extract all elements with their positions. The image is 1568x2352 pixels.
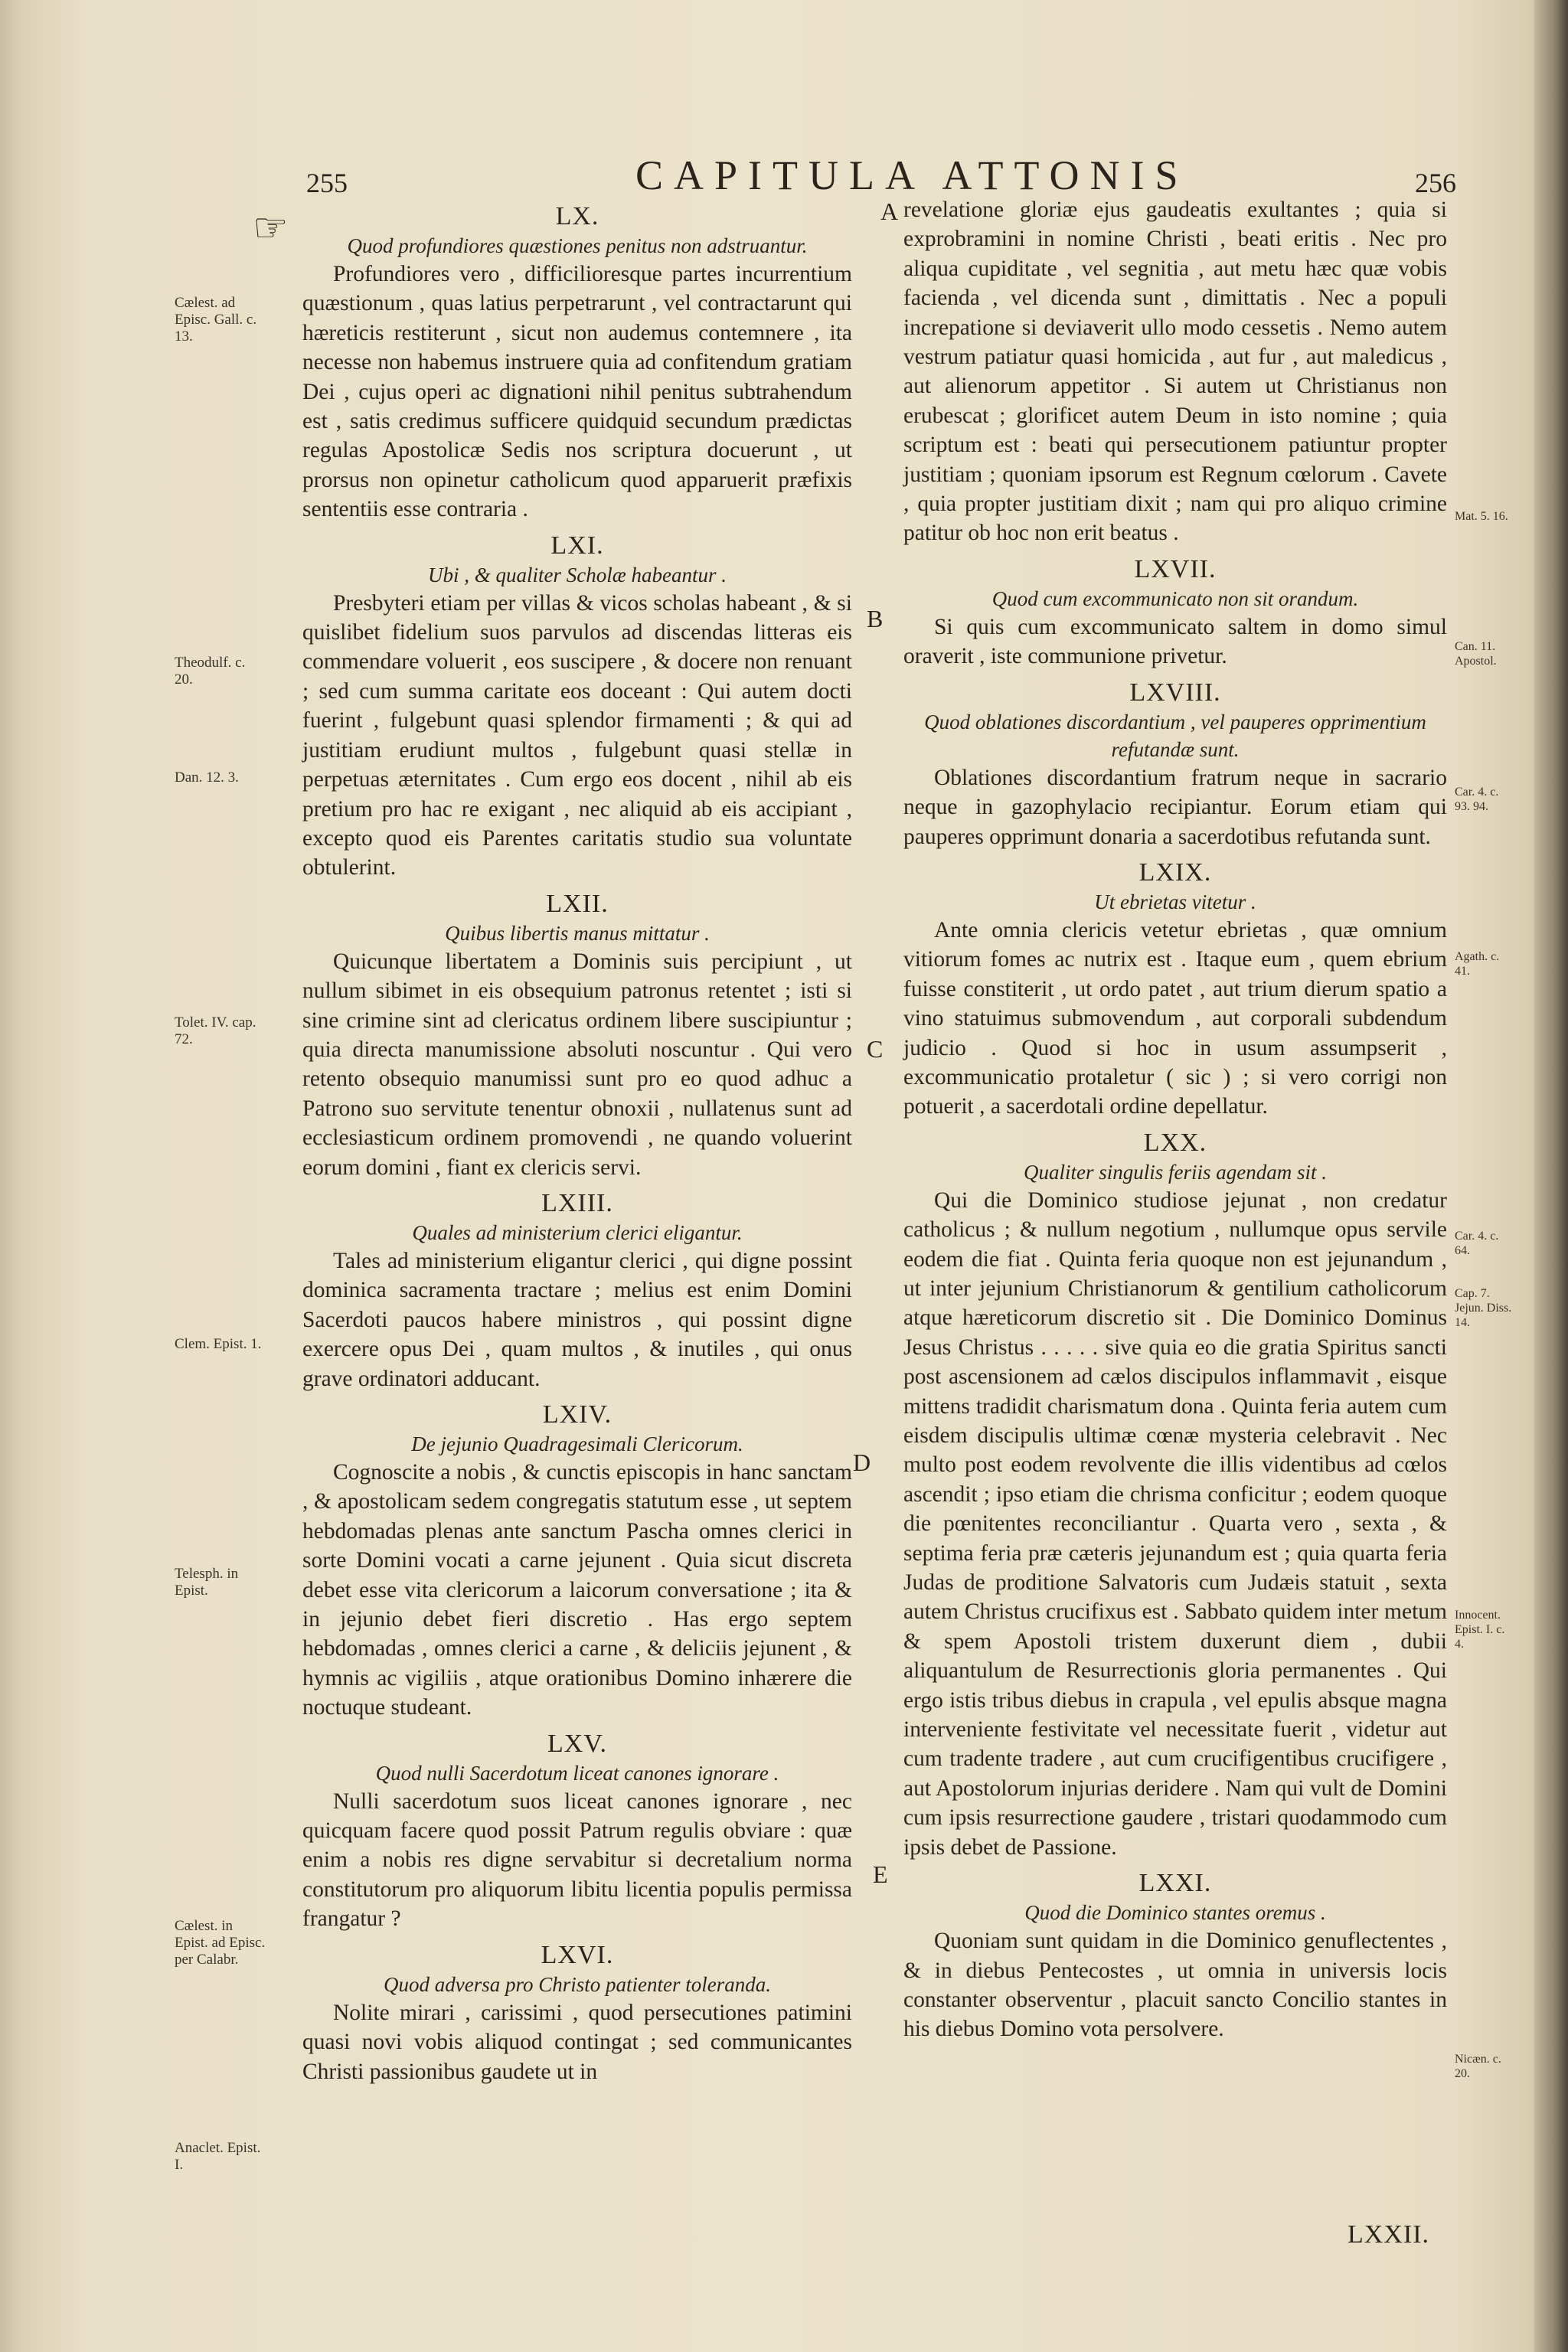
chapter-rubric: Quod oblationes discordantium , vel pauperes opprimentium refutandæ sunt. — [924, 710, 1426, 761]
chapter-text: Quicunque libertatem a Dominis suis percipiunt , ut nullum sibimet in eis obsequium patronus retentet ; isti si sine crimine sint ad clericatus ordinem libere suscipiuntur ; quia directa manumissione absoluti noscuntur . Qui vero retento obsequio manumissi sunt pro eo quod adhuc a Patrono suo servitute tenentur obnoxii , nullatenus sunt ad ecclesiasticum ordinem promovendi , ne quando voluerint eorum domini , fiant ex clericis servi. — [302, 949, 852, 1180]
margin-note-right: Can. 11. Apostol. — [1455, 640, 1497, 668]
chapter-number: LXVII. — [1134, 554, 1217, 583]
margin-note-left: Telesph. in Epist. — [175, 1566, 239, 1599]
chapter-lxiii — [302, 1188, 852, 1393]
margin-note-right: Cap. 7. Jejun. Diss. 14. — [1455, 1287, 1512, 1329]
chapter-rubric: Qualiter singulis feriis agendam sit . — [1023, 1160, 1327, 1184]
chapter-text: Oblationes discordantium fratrum neque in sacrario neque in gazophylacio recipiantur. Eorum etiam qui pauperes opprimunt donaria a sacerdotibus refutanda sunt. — [903, 765, 1447, 849]
chapter-text: revelatione gloriæ ejus gaudeatis exultantes ; quia si exprobramini in nomine Christi , beati eritis . Nec pro aliqua cupiditate , vel segnitia , aut metu hæc quæ vobis facienda , vel dicenda sunt , dimittatis . Nec a populi increpatione si deviaverit ullo modo cessetis . Nemo autem vestrum patiatur quasi homicida , aut fur , aut maledicus , aut alienorum appetitor . Si autem ut Christianus non erubescat ; glorificet autem Deum in isto nomine ; quia scriptum est : beati qui persecutionem patiuntur propter justitiam ; quoniam ipsorum est Regnum cœlorum . Cavete , quia propter justitiam dixit ; nam qui pro aliquo crimine patitur ob hoc non erit beatus . — [903, 198, 1447, 546]
chapter-rubric: Quales ad ministerium clerici eligantur. — [412, 1220, 743, 1244]
chapter-number: LXI. — [550, 531, 604, 560]
margin-note-right: Car. 4. c. 64. — [1455, 1230, 1499, 1257]
margin-note-right: Innocent. Epist. I. c. 4. — [1455, 1609, 1505, 1651]
chapter-lxvi-continuation — [903, 195, 1447, 548]
right-text-column — [903, 195, 1447, 2044]
chapter-lxx — [903, 1128, 1447, 1862]
chapter-lxii — [302, 889, 852, 1182]
left-text-column — [302, 195, 852, 2086]
chapter-lxi — [302, 531, 852, 883]
chapter-rubric: Quod cum excommunicato non sit orandum. — [991, 586, 1359, 610]
section-letter-d: D — [853, 1449, 871, 1476]
chapter-number: LXVI. — [541, 1940, 614, 1969]
chapter-text: Qui die Dominico studiose jejunat , non credatur catholicus ; & nullum negotium , nullumque opus servile eodem die fiat . Quinta feria quoque non est jejunandum , ut inter jejunium Christianorum & gentilium catholicorum atque hæreticorum discretio sit . Die Dominico Dominus Jesus Christus . . . . . sive quia eo die gratia Spiritus sancti post ascensionem ad cælos discipulos inflammavit , eisque mittens tradidit charismatum dona . Quinta feria autem cum eisdem discipulis ultimæ cœnæ mysteria celebravit . Nec multo post eodem revolvente die illis videntibus ad cœlos ascendit ; ipso etiam die chrisma conficitur ; eodem quoque die pœnitentes reconciliantur . Quarta vero , sexta , & septima feria præ cæteris jejunandum est ; quia quarta feria Judas de proditione Salvatoris cum Judæis statuit , sexta autem Christus crucifixus est . Sabbato quidem inter metum & spem Apostoli tristem duxerunt diem , dubii aliquantulum de Resurrectionis gloria permanentes . Qui ergo istis tribus diebus in crapula , vel epulis absque magna interveniente festivitate vel necessitate fuerit , videtur aut cum tradente tradere , aut cum crucifigentibus crucifigere , aut Apostolorum injurias deridere . Nam qui vult de Domini cum ipsis resurrectione gaudere , tristari quodammodo cum ipsis debet de Passione. — [903, 1187, 1447, 1860]
section-letter-c: C — [867, 1035, 884, 1063]
chapter-number: LXIII. — [541, 1188, 613, 1217]
chapter-text: Nulli sacerdotum suos liceat canones ignorare , nec quicquam facere quod possit Patrum regulis obviare : quæ enim a nobis res digne servabitur si decretalium norma constitutorum pro aliquorum libitu licentia populis permissa frangatur ? — [302, 1788, 852, 1932]
chapter-text: Quoniam sunt quidam in die Dominico genuflectentes , & in diebus Pentecostes , ut omnia in universis locis constanter observentur , placuit sancto Concilio stantes in his diebus Domino vota persolvere. — [903, 1929, 1447, 2042]
chapter-rubric: Quod nulli Sacerdotum liceat canones ignorare . — [375, 1761, 779, 1785]
margin-note-left: Clem. Epist. 1. — [175, 1336, 262, 1352]
section-letter-b: B — [867, 605, 884, 632]
chapter-number: LXIV. — [542, 1400, 612, 1429]
page-number-right: 256 — [1415, 168, 1456, 198]
chapter-lxiv — [302, 1400, 852, 1723]
chapter-rubric: De jejunio Quadragesimali Clericorum. — [411, 1432, 743, 1455]
chapter-rubric: Quod profundiores quæstiones penitus non adstruantur. — [347, 234, 808, 257]
margin-note-left: Cælest. in Epist. ad Episc. per Calabr. — [175, 1918, 266, 1968]
page-number-left: 255 — [306, 168, 348, 198]
pointing-hand-icon: ☞ — [253, 205, 289, 251]
margin-note-right: Car. 4. c. 93. 94. — [1455, 786, 1499, 813]
chapter-lxix — [903, 858, 1447, 1122]
chapter-text: Si quis cum excommunicato saltem in domo simul oraverit , iste communione privetur. — [903, 614, 1447, 669]
chapter-number: LXXI. — [1138, 1869, 1212, 1898]
chapter-number: LXII. — [546, 889, 609, 918]
chapter-lxvii — [903, 554, 1447, 671]
chapter-text: Profundiores vero , difficilioresque partes incurrentium quæstionum , quas latius perpetrarunt , vel contractarunt qui hæreticis restiterunt , sicut non audemus contemnere , ita necesse non habemus instruere quia ad confitendum gratiam Dei , cujus operi ac dignationi nihil penitus subtrahendum est , satis credimus sufficere quidquid secundum prædictas regulas Apostolicæ Sedis nos scriptura docuerunt , ut prorsus non opinetur catholicum quod apparuerit præfixis sententiis esse contraria . — [302, 262, 852, 522]
chapter-number: LXIX. — [1138, 858, 1212, 887]
chapter-number: LXX. — [1143, 1128, 1207, 1157]
margin-note-left: Theodulf. c. 20. — [175, 655, 246, 688]
running-header-title: CAPITULA ATTONIS — [635, 152, 1189, 198]
chapter-rubric: Ubi , & qualiter Scholæ habeantur . — [428, 563, 727, 586]
chapter-rubric: Quod die Dominico stantes oremus . — [1024, 1901, 1326, 1925]
section-letter-a: A — [880, 198, 899, 225]
chapter-text: Cognoscite a nobis , & cunctis episcopis in hanc sanctam , & apostolicam sedem congregatis statutum esse , ut septem hebdomadas plenas ante sanctum Pascha omnes clerici in sorte Domini vocati a carne jejunent . Quia sicut discreta debet esse vita clericorum a laicorum conversatione ; ita & in jejunio debet fieri discretio . Has ergo septem hebdomadas , omnes clerici a carne , & deliciis jejunent , & hymnis ac vigiliis , atque orationibus Domino inhærere die noctuque studeant. — [302, 1460, 852, 1720]
chapter-text: Tales ad ministerium eligantur clerici , qui digne possint dominica sacramenta tractare ; melius est enim Domini Sacerdoti paucos habere ministros , qui possint digne exercere opus Dei , quam multos , & inutiles , qui onus grave ordinatori adducant. — [302, 1248, 852, 1391]
section-letter-e: E — [873, 1860, 888, 1888]
margin-note-left: Tolet. IV. cap. 72. — [175, 1014, 256, 1047]
chapter-number: LX. — [555, 202, 599, 230]
chapter-rubric: Quibus libertis manus mittatur . — [445, 921, 710, 945]
catchword: LXXII. — [1348, 2220, 1430, 2249]
chapter-rubric: Quod adversa pro Christo patienter toleranda. — [384, 1972, 771, 1996]
chapter-lxv — [302, 1729, 852, 1934]
chapter-lxxi — [903, 1868, 1447, 2044]
chapter-number: LXVIII. — [1129, 678, 1221, 707]
margin-note-right: Mat. 5. 16. — [1455, 510, 1508, 523]
chapter-number: LXV. — [547, 1729, 607, 1758]
margin-note-right: Agath. c. 41. — [1455, 950, 1500, 978]
chapter-lxviii — [903, 678, 1447, 851]
book-spine-edge — [1534, 0, 1568, 2352]
margin-note-left: Dan. 12. 3. — [175, 769, 239, 786]
chapter-text: Ante omnia clericis vetetur ebrietas , quæ omnium vitiorum fomes ac nutrix est . Itaque eum , quem ebrium fuisse constiterit , ut ordo patet , aut trium dierum spatio a vino statuimus submovendum , aut corporali subdendum judicio . Quod si hoc in usum assumpserit , excommunicatio protaletur ( sic ) ; si vero corrigi non potuerit , a sacerdotali ordine depellatur. — [903, 917, 1447, 1119]
chapter-lx — [302, 201, 852, 524]
margin-note-left: Anaclet. Epist. I. — [175, 2140, 261, 2173]
chapter-text: Nolite mirari , carissimi , quod persecutiones patimini quasi novi vobis aliquod contingat ; sed communicantes Christi passionibus gaudete ut in — [302, 2000, 852, 2084]
margin-note-right: Nicæn. c. 20. — [1455, 2053, 1501, 2080]
chapter-lxvi — [302, 1940, 852, 2086]
chapter-text: Presbyteri etiam per villas & vicos scholas habeant , & si quislibet fidelium suos parvulos ad discendas litteras eis commendare voluerit , eos suscipere , & docere non renuant ; sed cum summa caritate eos doceant : Qui autem docti fuerint , fulgebunt quasi splendor firmamenti ; & qui ad justitiam erudiunt multos , fulgebunt quasi stellæ in perpetuas æternitates . Cum ergo eos docent , nihil ab eis pretium pro hac re exigant , nec aliquid ab eis accipiant , excepto quod eis Parentes caritatis studio sua voluntate obtulerint. — [302, 590, 852, 880]
margin-note-left: Cælest. ad Episc. Gall. c. 13. — [175, 295, 257, 345]
chapter-rubric: Ut ebrietas vitetur . — [1094, 890, 1256, 913]
